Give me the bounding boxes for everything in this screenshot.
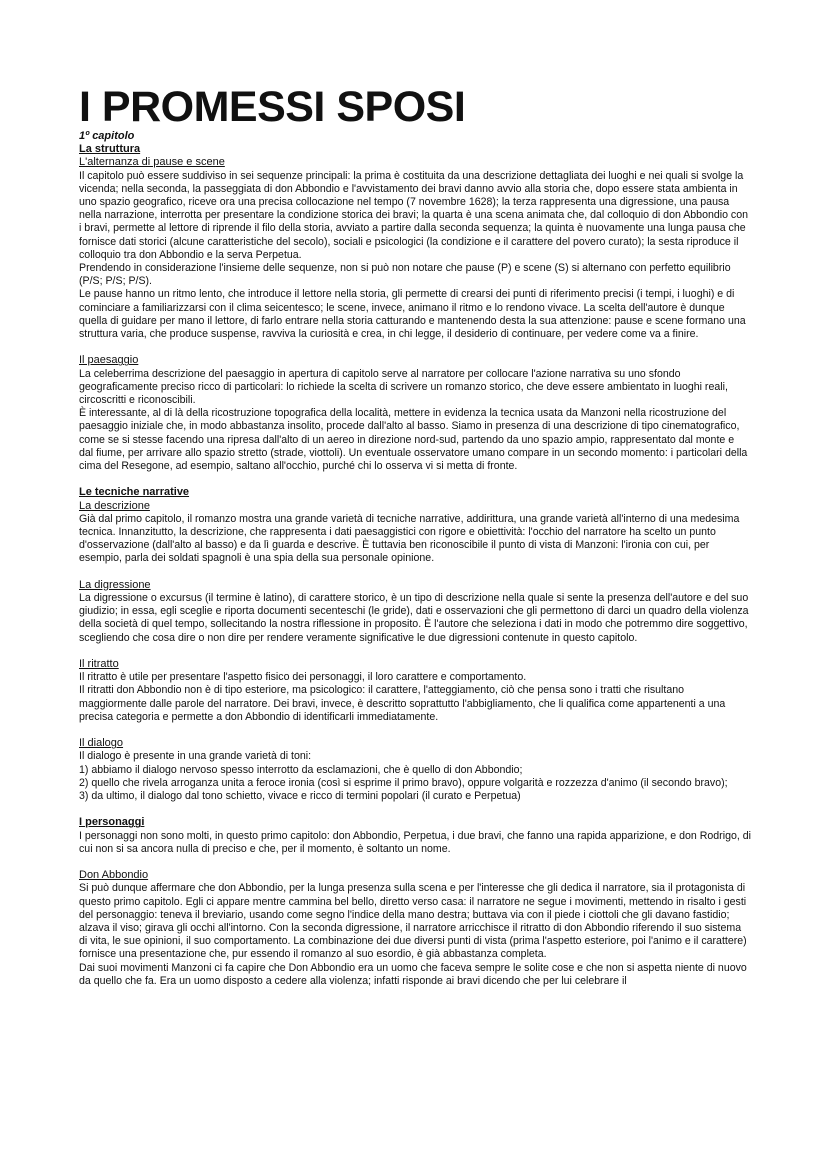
subheading-don-abbondio: Don Abbondio (79, 869, 149, 882)
paragraph: La celeberrima descrizione del paesaggio in apertura di capitolo serve al narratore per collocare l'azione narrativa su uno sfondo geograficamente preciso ricco di particolari: lo richiede la scelta di scrivere un romanzo storico, che deve essere ambientato in luoghi reali, circoscritti e riconoscibili. (79, 367, 728, 407)
paragraph: Il ritratti don Abbondio non è di tipo esteriore, ma psicologico: il carattere, l'atteggiamento, ciò che pensa sono i tratti che risultano maggiormente dalle parole del narratore. Dei bravi, invece, è descritto soprattutto l'abbigliamento, che li qualifica come appartenenti a una precisa categoria e permette a don Abbondio di identificarli immediatamente. (79, 684, 726, 723)
section-heading-tecniche: Le tecniche narrative (79, 486, 190, 499)
subheading-pause-scene: L'alternanza di pause e scene (79, 156, 225, 169)
paragraph: I personaggi non sono molti, in questo primo capitolo: don Abbondio, Perpetua, i due bravi, che fanno una rapida apparizione, e don Rodrigo, di cui non si sa ancora nulla di preciso e che, per il momento, è soltanto un nome. (79, 829, 751, 855)
paragraph: Il dialogo è presente in una grande varietà di toni: (79, 750, 312, 763)
paragraph: Già dal primo capitolo, il romanzo mostra una grande varietà di tecniche narrative, addirittura, una grande varietà all'interno di una medesima tecnica. Innanzitutto, la descrizione, che rappresenta i dati paesaggistici con rigore e obiettività: l'occhio del narratore ha scelto un punto d'osservazione (dall'alto al basso) e da lì guarda e descrive. È tuttavia ben riconoscibile il punto di vista di Manzoni: l'ironia con cui, per esempio, parla dei soldati spagnoli è una spia della sua personale opinione. (79, 512, 740, 565)
document-content (79, 84, 751, 988)
list-item: 3) da ultimo, il dialogo dal tono schietto, vivace e ricco di termini popolari (il curato e Perpetua) (79, 790, 521, 803)
chapter-label: 1º capitolo (79, 130, 135, 142)
list-item: 2) quello che rivela arroganza unita a feroce ironia (così si esprime il primo bravo), oppure volgarità e rozzezza d'animo (il secondo bravo); (79, 776, 728, 789)
subheading-descrizione: La descrizione (79, 499, 150, 512)
paragraph: Dai suoi movimenti Manzoni ci fa capire che Don Abbondio era un uomo che faceva sempre le solite cose e che non si aspetta niente di nuovo da quello che fa. Era un uomo disposto a cedere alla violenza; infatti risponde ai bravi dicendo che per lui celebrare il (79, 961, 747, 987)
section-heading-struttura: La struttura (79, 143, 141, 156)
paragraph: La digressione o excursus (il termine è latino), di carattere storico, è un tipo di descrizione nella quale si sente la presenza dell'autore e del suo giudizio; in essa, egli sceglie e riporta documenti secenteschi (le gride), dati e osservazioni che gli permettono di darci un quadro della violenza della società di quel tempo, sollecitando la nostra riflessione in proposito. È l'autore che seleziona i dati in modo che potremmo dire soggettivo, scegliendo che cosa dire o non dire per rendere veramente significative le due digressioni contenute in questo capitolo. (79, 592, 749, 644)
subheading-paesaggio: Il paesaggio (79, 354, 139, 367)
paragraph: Le pause hanno un ritmo lento, che introduce il lettore nella storia, gli permette di crearsi dei punti di riferimento precisi (i tempi, i luoghi) e di cominciare a familiarizzarsi con il clima seicentesco; le scene, invece, animano il ritmo e lo rendono vivace. La scelta dell'autore è dunque quella di guidare per mano il lettore, di farlo entrare nella storia catturando e mantenendo desta la sua attenzione: pause e scene formano una struttura varia, che produce suspense, ravviva la curiosità e crea, in chi legge, il desiderio di continuare, per vedere come va a finire. (79, 288, 746, 341)
paragraph: Il ritratto è utile per presentare l'aspetto fisico dei personaggi, il loro carattere e comportamento. (79, 671, 527, 684)
paragraph: Si può dunque affermare che don Abbondio, per la lunga presenza sulla scena e per l'interesse che gli dedica il narratore, sia il protagonista di questo primo capitolo. Egli ci appare mentre cammina bel bello, diretto verso casa: il narratore ne segue i movimenti, mettendo in risalto i gesti del personaggio: teneva il breviario, usando come segno l'indice della mano destra; buttava via con il piede i ciottoli che gli davano fastidio; alzava il viso; girava gli occhi all'intorno. Con la seconda digressione, il narratore arricchisce il ritratto di don Abbondio riferendo il suo sistema di vita, le sue opinioni, il suo comportamento. La combinazione dei due diversi punti di vista (prima l'aspetto esteriore, poi l'animo e il carattere) fornisce una presentazione che, pur essendo il romanzo al suo esordio, è già abbastanza completa. (79, 882, 747, 961)
subheading-digressione: La digressione (79, 578, 151, 591)
subheading-dialogo: Il dialogo (79, 737, 124, 750)
document-title: I PROMESSI SPOSI (79, 83, 466, 131)
paragraph: Il capitolo può essere suddiviso in sei sequenze principali: la prima è costituita da una descrizione dettagliata dei luoghi e nei quali si svolge la vicenda; nella seconda, la passeggiata di don Abbondio e l'avvistamento dei bravi danno avvio alla storia che, dopo essere stata ambienta in uno spazio geografico, riceve ora una precisa collocazione nel tempo (7 novembre 1628); la terza rappresenta una digressione, una pausa nella narrazione, interrotta per presentare la condizione storica dei bravi; la quarta è una scena animata che, dal colloquio di don Abbondio con i bravi, permette al lettore di riprende il filo della storia, avviato a partire dalla seconda sequenza; la quinta è nuovamente una lunga pausa che fornisce dati storici (alcune caratteristiche del secolo), sociali e psicologici (la condizione e il carattere del povero curato); la sesta riproduce il colloquio tra don Abbondio e la serva Perpetua. (79, 169, 749, 261)
section-heading-personaggi: I personaggi (79, 816, 145, 829)
paragraph: Prendendo in considerazione l'insieme delle sequenze, non si può non notare che pause (P) e scene (S) si alternano con perfetto equilibrio (P/S; P/S; P/S). (79, 262, 731, 288)
subheading-ritratto: Il ritratto (79, 658, 119, 671)
list-item: 1) abbiamo il dialogo nervoso spesso interrotto da esclamazioni, che è quello di don Abbondio; (79, 763, 523, 776)
paragraph: È interessante, al di là della ricostruzione topografica della località, mettere in evidenza la tecnica usata da Manzoni nella ricostruzione del paesaggio iniziale che, in modo abbastanza insolito, procede dall'alto al basso. Siamo in presenza di una descrizione di tipo cinematografico, come se si stesse facendo una ripresa dall'alto di un aereo in direzione nord-sud, partendo da uno spazio ampio, rappresentato dal monte e dal fiume, per arrivare allo spazio stretto (strade, viottoli). Un eventuale osservatore umano compare in un secondo momento: i particolari della cima del Resegone, ad esempio, saltano all'occhio, purché chi lo osserva vi si metta di fronte. (79, 407, 748, 473)
